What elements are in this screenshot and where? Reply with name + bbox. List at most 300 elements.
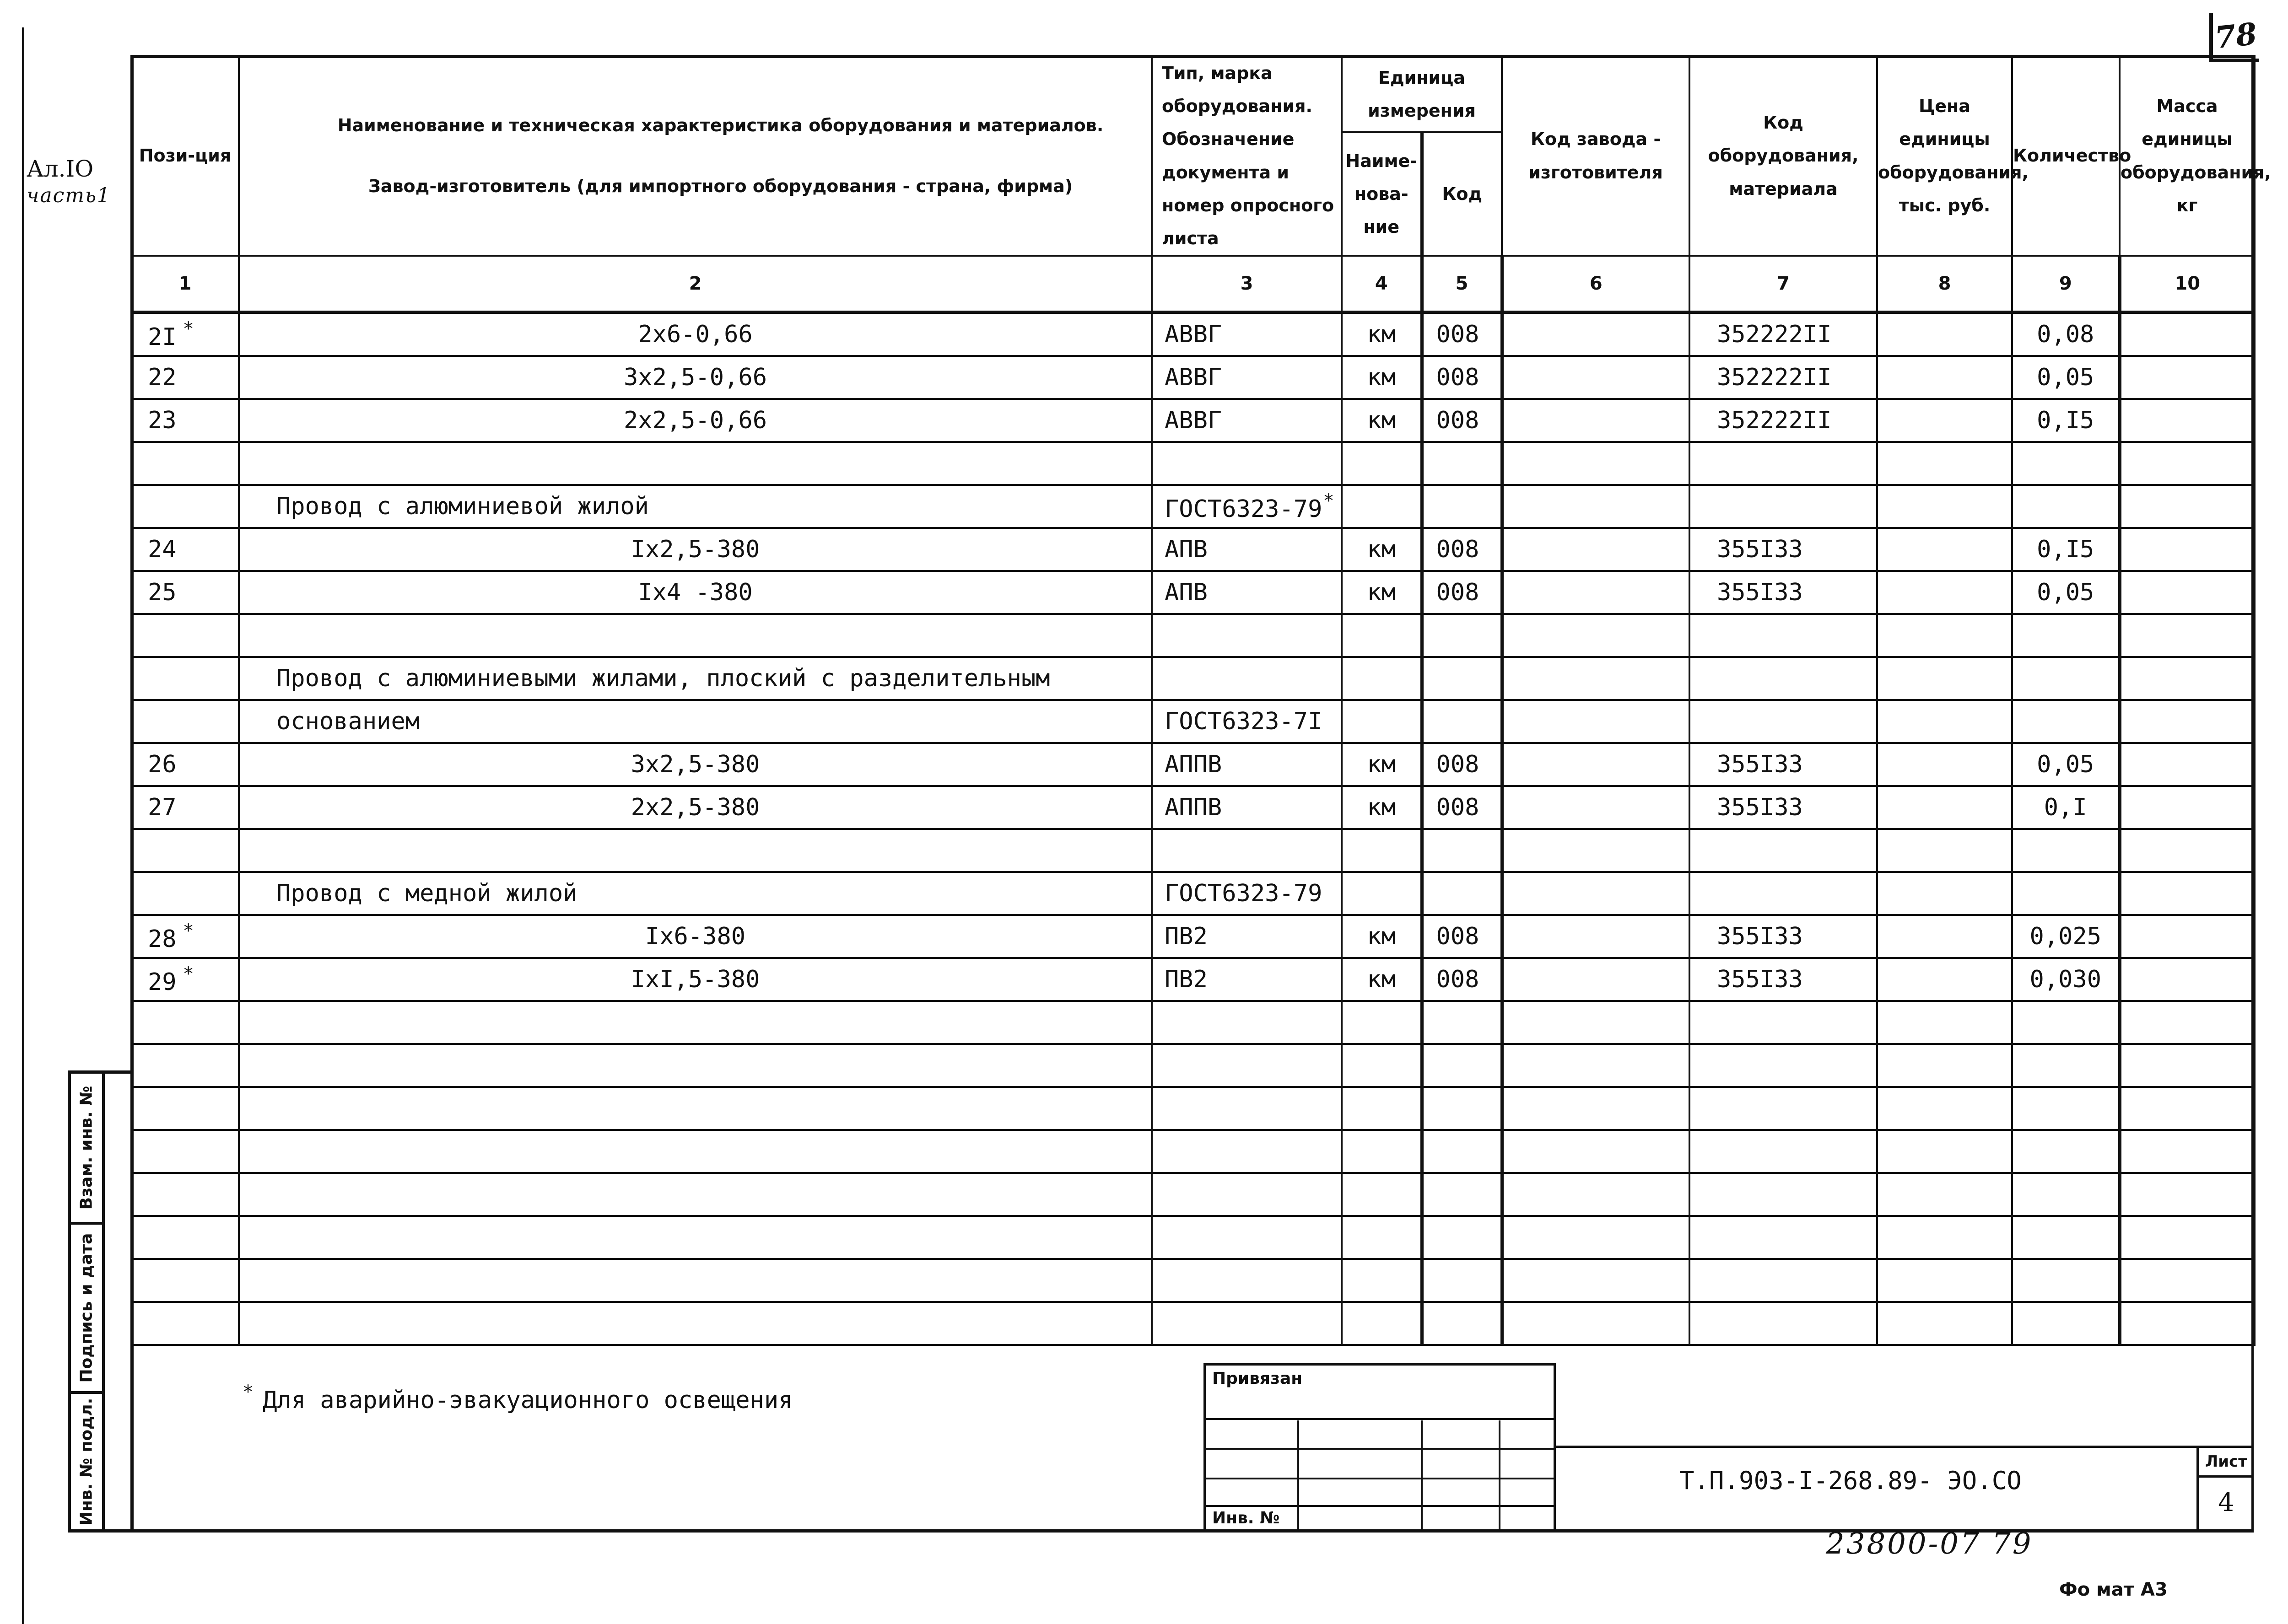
emergency-star: *	[183, 963, 194, 984]
type-mark-cell	[1152, 1001, 1342, 1044]
material-code-cell: 352222II	[1689, 399, 1877, 442]
quantity-cell	[2012, 614, 2120, 657]
table-body	[131, 312, 2255, 1345]
table-row	[131, 700, 2255, 743]
type-mark-cell	[1152, 571, 1342, 614]
position-cell	[131, 958, 239, 1001]
material-code-cell	[1689, 1259, 1877, 1302]
mass-cell	[2120, 872, 2255, 915]
unit-code-cell	[1422, 657, 1502, 700]
unit-name-cell	[1342, 1302, 1422, 1345]
name-cell: 2x2,5-380	[239, 786, 1152, 829]
stamp-cell-original	[71, 1394, 102, 1529]
material-code-cell: 352222II	[1689, 312, 1877, 356]
table-row	[131, 657, 2255, 700]
table-row	[131, 528, 2255, 571]
mass-cell	[2120, 1302, 2255, 1345]
price-cell	[1877, 829, 2012, 872]
material-code-cell	[1689, 872, 1877, 915]
mass-cell	[2120, 442, 2255, 485]
quantity-cell	[2012, 1130, 2120, 1173]
type-mark: АВВГ	[1165, 407, 1222, 435]
quantity-cell	[2012, 1302, 2120, 1345]
format-label: Фо мат А3	[2059, 1579, 2168, 1600]
quantity-cell	[2012, 829, 2120, 872]
material-code-cell	[1689, 1216, 1877, 1259]
position-cell	[131, 786, 239, 829]
footnote	[243, 1382, 793, 1414]
mass-cell	[2120, 1001, 2255, 1044]
material-code-cell: 355I33	[1689, 915, 1877, 958]
plant-code-cell	[1502, 1259, 1689, 1302]
mass-cell	[2120, 312, 2255, 356]
mass-cell	[2120, 958, 2255, 1001]
unit-name-cell	[1342, 1130, 1422, 1173]
unit-code-cell	[1422, 829, 1502, 872]
privyazan-divider	[1297, 1420, 1299, 1530]
mass-cell	[2120, 1216, 2255, 1259]
material-code-cell	[1689, 1087, 1877, 1130]
header-unit-group: Единица измерения	[1342, 56, 1502, 132]
unit-name-cell: км	[1342, 356, 1422, 399]
material-code-cell	[1689, 485, 1877, 528]
unit-code-cell: 008	[1422, 399, 1502, 442]
mass-cell	[2120, 1173, 2255, 1216]
unit-code-cell: 008	[1422, 958, 1502, 1001]
approval-stamp	[68, 1070, 132, 1533]
type-mark-cell	[1152, 657, 1342, 700]
type-mark-cell	[1152, 743, 1342, 786]
footnote-star: *	[243, 1382, 254, 1403]
stamp-label-signature: Подпись и дата	[77, 1233, 96, 1383]
material-code-cell	[1689, 700, 1877, 743]
table-row	[131, 356, 2255, 399]
type-mark-cell	[1152, 1302, 1342, 1345]
unit-code-cell	[1422, 1001, 1502, 1044]
price-cell	[1877, 1130, 2012, 1173]
mass-cell	[2120, 356, 2255, 399]
col-num-10: 10	[2120, 256, 2255, 312]
material-code-cell	[1689, 1302, 1877, 1345]
binding-line	[22, 27, 24, 1624]
table-row	[131, 1259, 2255, 1302]
plant-code-cell	[1502, 356, 1689, 399]
position-cell	[131, 829, 239, 872]
quantity-cell	[2012, 657, 2120, 700]
material-code-cell: 355I33	[1689, 786, 1877, 829]
name-cell	[239, 1302, 1152, 1345]
col-num-2: 2	[239, 256, 1152, 312]
table-row	[131, 485, 2255, 528]
mass-cell	[2120, 915, 2255, 958]
price-cell	[1877, 442, 2012, 485]
header-equip-code: Код оборудования, материала	[1689, 56, 1877, 256]
type-mark-cell	[1152, 312, 1342, 356]
type-mark-cell	[1152, 1259, 1342, 1302]
plant-code-cell	[1502, 1216, 1689, 1259]
price-cell	[1877, 915, 2012, 958]
position-cell	[131, 571, 239, 614]
mass-cell	[2120, 1044, 2255, 1087]
plant-code-cell	[1502, 614, 1689, 657]
type-mark: АПВ	[1165, 579, 1208, 607]
privyazan-divider	[1499, 1420, 1500, 1530]
name-cell: Провод с алюминиевыми жилами, плоский с разделительным	[239, 657, 1152, 700]
price-cell	[1877, 528, 2012, 571]
header-name-line2: Завод-изготовитель (для импортного оборудования - страна, фирма)	[368, 176, 1073, 196]
inv-label: Инв. №	[1212, 1509, 1280, 1527]
position-number: 26	[148, 751, 177, 779]
name-cell: основанием	[239, 700, 1152, 743]
unit-name-cell	[1342, 700, 1422, 743]
price-cell	[1877, 743, 2012, 786]
plant-code-cell	[1502, 700, 1689, 743]
material-code-cell	[1689, 442, 1877, 485]
mass-cell	[2120, 743, 2255, 786]
type-mark-cell	[1152, 872, 1342, 915]
name-cell: Провод с алюминиевой жилой	[239, 485, 1152, 528]
plant-code-cell	[1502, 312, 1689, 356]
name-cell	[239, 1001, 1152, 1044]
material-code-cell	[1689, 1130, 1877, 1173]
type-mark-cell	[1152, 399, 1342, 442]
name-cell: 2x6-0,66	[239, 312, 1152, 356]
position-cell	[131, 743, 239, 786]
unit-code-cell	[1422, 1044, 1502, 1087]
col-num-8: 8	[1877, 256, 2012, 312]
quantity-cell: 0,05	[2012, 743, 2120, 786]
table-row	[131, 958, 2255, 1001]
privyazan-line	[1206, 1478, 1554, 1479]
mass-cell	[2120, 657, 2255, 700]
name-cell	[239, 614, 1152, 657]
header-mass: Масса единицы оборудования, кг	[2120, 56, 2255, 256]
position-number: 29	[148, 968, 177, 996]
name-cell	[239, 1216, 1152, 1259]
quantity-cell: 0,I	[2012, 786, 2120, 829]
unit-name-cell: км	[1342, 915, 1422, 958]
privyazan-label: Привязан	[1212, 1369, 1303, 1388]
position-cell	[131, 442, 239, 485]
name-cell	[239, 1173, 1152, 1216]
sheet-number: 4	[2218, 1488, 2234, 1517]
unit-name-cell	[1342, 614, 1422, 657]
quantity-cell	[2012, 1216, 2120, 1259]
price-cell	[1877, 1001, 2012, 1044]
unit-code-cell	[1422, 485, 1502, 528]
type-mark-cell	[1152, 1173, 1342, 1216]
specification-table	[130, 55, 2271, 1346]
unit-code-cell	[1422, 700, 1502, 743]
quantity-cell: 0,08	[2012, 312, 2120, 356]
name-cell: 2x2,5-0,66	[239, 399, 1152, 442]
unit-name-cell: км	[1342, 958, 1422, 1001]
name-cell: 3x2,5-380	[239, 743, 1152, 786]
type-mark: АВВГ	[1165, 364, 1222, 392]
privyazan-divider	[1421, 1420, 1423, 1530]
position-number: 28	[148, 925, 177, 953]
position-cell	[131, 1130, 239, 1173]
price-cell	[1877, 485, 2012, 528]
position-cell	[131, 399, 239, 442]
quantity-cell	[2012, 1087, 2120, 1130]
position-cell	[131, 657, 239, 700]
name-cell: Ix4 -380	[239, 571, 1152, 614]
unit-name-cell	[1342, 1001, 1422, 1044]
type-mark: ГОСТ6323-79	[1165, 495, 1322, 523]
unit-code-cell: 008	[1422, 571, 1502, 614]
position-cell	[131, 1001, 239, 1044]
quantity-cell: 0,I5	[2012, 399, 2120, 442]
unit-name-cell: км	[1342, 743, 1422, 786]
plant-code-cell	[1502, 872, 1689, 915]
title-block	[1556, 1446, 2254, 1533]
material-code-cell: 352222II	[1689, 356, 1877, 399]
table-row	[131, 829, 2255, 872]
unit-name-cell	[1342, 872, 1422, 915]
plant-code-cell	[1502, 1087, 1689, 1130]
plant-code-cell	[1502, 829, 1689, 872]
name-cell: Ix6-380	[239, 915, 1152, 958]
mass-cell	[2120, 1259, 2255, 1302]
price-cell	[1877, 657, 2012, 700]
header-name-line1: Наименование и техническая характеристика оборудования и материалов.	[337, 115, 1104, 136]
type-mark: АПВ	[1165, 536, 1208, 564]
mass-cell	[2120, 571, 2255, 614]
table-row	[131, 1044, 2255, 1087]
plant-code-cell	[1502, 1302, 1689, 1345]
quantity-cell: 0,030	[2012, 958, 2120, 1001]
mass-cell	[2120, 614, 2255, 657]
table-row	[131, 786, 2255, 829]
sheet-label: Лист	[2199, 1448, 2254, 1478]
plant-code-cell	[1502, 915, 1689, 958]
table-row	[131, 399, 2255, 442]
price-cell	[1877, 958, 2012, 1001]
plant-code-cell	[1502, 442, 1689, 485]
privyazan-block	[1203, 1363, 1556, 1533]
col-num-7: 7	[1689, 256, 1877, 312]
plant-code-cell	[1502, 571, 1689, 614]
unit-code-cell: 008	[1422, 915, 1502, 958]
table-row	[131, 743, 2255, 786]
unit-name-cell	[1342, 442, 1422, 485]
document-number: Т.П.903-I-268.89- ЭО.СО	[1679, 1466, 2022, 1495]
emergency-star: *	[1323, 490, 1334, 511]
type-mark-cell	[1152, 1130, 1342, 1173]
unit-name-cell	[1342, 1044, 1422, 1087]
type-mark-cell	[1152, 442, 1342, 485]
col-num-3: 3	[1152, 256, 1342, 312]
col-num-9: 9	[2012, 256, 2120, 312]
unit-code-cell	[1422, 614, 1502, 657]
type-mark-cell	[1152, 958, 1342, 1001]
quantity-cell: 0,025	[2012, 915, 2120, 958]
unit-code-cell: 008	[1422, 312, 1502, 356]
position-cell	[131, 614, 239, 657]
unit-code-cell	[1422, 442, 1502, 485]
position-number: 2I	[148, 323, 177, 351]
position-cell	[131, 700, 239, 743]
material-code-cell: 355I33	[1689, 571, 1877, 614]
mass-cell	[2120, 786, 2255, 829]
table-row	[131, 915, 2255, 958]
type-mark-cell	[1152, 1044, 1342, 1087]
position-cell	[131, 1044, 239, 1087]
type-mark: ПВ2	[1165, 923, 1208, 951]
unit-name-cell: км	[1342, 399, 1422, 442]
quantity-cell	[2012, 1044, 2120, 1087]
price-cell	[1877, 1087, 2012, 1130]
handwritten-number: 23800-07 79	[1826, 1527, 2033, 1561]
table-row	[131, 312, 2255, 356]
position-cell	[131, 872, 239, 915]
unit-name-cell: км	[1342, 312, 1422, 356]
price-cell	[1877, 312, 2012, 356]
unit-name-cell	[1342, 1216, 1422, 1259]
price-cell	[1877, 700, 2012, 743]
position-cell	[131, 915, 239, 958]
type-mark-cell	[1152, 786, 1342, 829]
plant-code-cell	[1502, 399, 1689, 442]
stamp-label-replacement: Взам. инв. №	[77, 1086, 96, 1210]
material-code-cell	[1689, 829, 1877, 872]
name-cell: 3x2,5-0,66	[239, 356, 1152, 399]
unit-code-cell: 008	[1422, 786, 1502, 829]
material-code-cell	[1689, 1173, 1877, 1216]
privyazan-line	[1206, 1505, 1554, 1507]
col-num-5: 5	[1422, 256, 1502, 312]
mass-cell	[2120, 700, 2255, 743]
unit-name-cell	[1342, 1087, 1422, 1130]
plant-code-cell	[1502, 743, 1689, 786]
table-row	[131, 1130, 2255, 1173]
plant-code-cell	[1502, 786, 1689, 829]
type-mark-cell	[1152, 700, 1342, 743]
stamp-divider	[102, 1074, 105, 1529]
emergency-star: *	[183, 318, 194, 339]
position-cell	[131, 312, 239, 356]
stamp-cell-signature	[71, 1225, 102, 1394]
header-type: Тип, марка оборудования. Обозначение документа и номер опросного листа	[1152, 56, 1342, 256]
name-cell: IxI,5-380	[239, 958, 1152, 1001]
quantity-cell	[2012, 1173, 2120, 1216]
price-cell	[1877, 1302, 2012, 1345]
table-row	[131, 442, 2255, 485]
position-cell	[131, 528, 239, 571]
material-code-cell	[1689, 1001, 1877, 1044]
unit-code-cell	[1422, 1173, 1502, 1216]
unit-name-cell	[1342, 1173, 1422, 1216]
position-number: 23	[148, 407, 177, 435]
table-row	[131, 1001, 2255, 1044]
quantity-cell: 0,I5	[2012, 528, 2120, 571]
type-mark-cell	[1152, 1216, 1342, 1259]
mass-cell	[2120, 399, 2255, 442]
position-cell	[131, 1173, 239, 1216]
table-row	[131, 1216, 2255, 1259]
position-cell	[131, 485, 239, 528]
header-unit-name: Наиме-нова-ние	[1342, 132, 1422, 256]
header-price: Цена единицы оборудования, тыс. руб.	[1877, 56, 2012, 256]
position-number: 27	[148, 794, 177, 822]
table-row	[131, 872, 2255, 915]
unit-name-cell	[1342, 485, 1422, 528]
type-mark: АППВ	[1165, 794, 1222, 822]
album-note: Ал.IO	[27, 156, 94, 182]
type-mark: ГОСТ6323-79	[1165, 880, 1322, 908]
plant-code-cell	[1502, 1001, 1689, 1044]
price-cell	[1877, 399, 2012, 442]
quantity-cell	[2012, 485, 2120, 528]
name-cell	[239, 1130, 1152, 1173]
position-cell	[131, 1259, 239, 1302]
table-row	[131, 614, 2255, 657]
mass-cell	[2120, 829, 2255, 872]
quantity-cell	[2012, 1259, 2120, 1302]
position-cell	[131, 1087, 239, 1130]
table-row	[131, 1173, 2255, 1216]
unit-name-cell	[1342, 829, 1422, 872]
name-cell	[239, 829, 1152, 872]
position-number: 22	[148, 364, 177, 392]
plant-code-cell	[1502, 958, 1689, 1001]
type-mark-cell	[1152, 1087, 1342, 1130]
header-qty: Количество	[2012, 56, 2120, 256]
footnote-text: Для аварийно-эвакуационного освещения	[263, 1387, 793, 1414]
header-position: Пози-ция	[131, 56, 239, 256]
plant-code-cell	[1502, 528, 1689, 571]
position-number: 24	[148, 536, 177, 564]
emergency-star: *	[183, 920, 194, 941]
price-cell	[1877, 1173, 2012, 1216]
header-unit-code: Код	[1422, 132, 1502, 256]
mass-cell	[2120, 1130, 2255, 1173]
unit-code-cell: 008	[1422, 743, 1502, 786]
position-cell	[131, 356, 239, 399]
quantity-cell: 0,05	[2012, 356, 2120, 399]
unit-name-cell: км	[1342, 528, 1422, 571]
unit-name-cell	[1342, 1259, 1422, 1302]
material-code-cell: 355I33	[1689, 958, 1877, 1001]
price-cell	[1877, 356, 2012, 399]
price-cell	[1877, 1044, 2012, 1087]
name-cell	[239, 442, 1152, 485]
material-code-cell: 355I33	[1689, 743, 1877, 786]
price-cell	[1877, 571, 2012, 614]
plant-code-cell	[1502, 1173, 1689, 1216]
quantity-cell	[2012, 700, 2120, 743]
unit-code-cell: 008	[1422, 356, 1502, 399]
price-cell	[1877, 1216, 2012, 1259]
unit-code-cell: 008	[1422, 528, 1502, 571]
mass-cell	[2120, 1087, 2255, 1130]
type-mark-cell	[1152, 485, 1342, 528]
quantity-cell: 0,05	[2012, 571, 2120, 614]
type-mark-cell	[1152, 614, 1342, 657]
part-note: часть1	[27, 184, 111, 207]
column-number-row	[131, 256, 2255, 312]
privyazan-line	[1206, 1448, 1554, 1450]
table-row	[131, 571, 2255, 614]
header-plant-code: Код завода - изготовителя	[1502, 56, 1689, 256]
name-cell: Ix2,5-380	[239, 528, 1152, 571]
material-code-cell	[1689, 614, 1877, 657]
name-cell	[239, 1044, 1152, 1087]
unit-name-cell	[1342, 657, 1422, 700]
unit-name-cell: км	[1342, 571, 1422, 614]
stamp-cell-replacement	[71, 1074, 102, 1225]
